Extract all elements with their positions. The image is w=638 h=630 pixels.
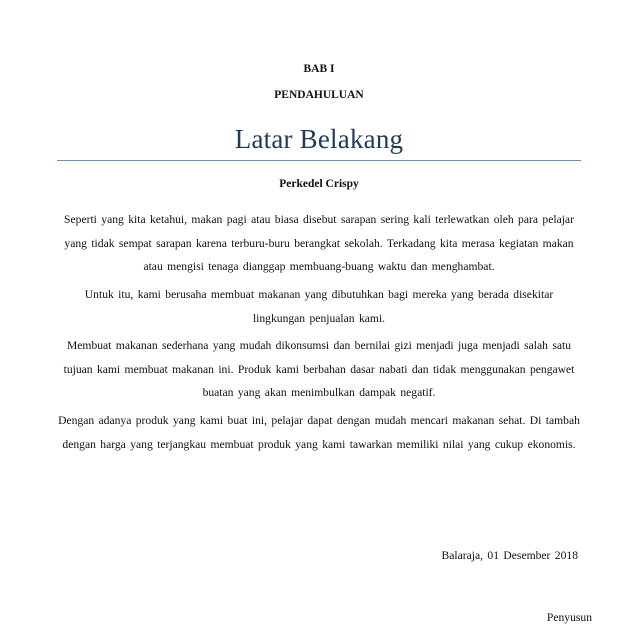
chapter-number: BAB I — [303, 63, 335, 75]
place-date: Balaraja, 01 Desember 2018 — [441, 549, 578, 562]
section-heading: Latar Belakang — [234, 124, 404, 154]
body-paragraph: Untuk itu, kami berusaha membuat makanan yang dibutuhkan bagi mereka yang berada disekitar lingkungan penjualan kami. — [84, 288, 554, 325]
author-signature: Penyusun — [546, 611, 592, 624]
chapter-title: PENDAHULUAN — [274, 89, 364, 101]
body-paragraph: Membuat makanan sederhana yang mudah dikonsumsi dan bernilai gizi menjadi juga menjadi salah satu tujuan kami membuat makanan ini. Produk kami berbahan dasar nabati dan tidak menggunakan pengawet buatan yang akan menimbulkan dampak negatif. — [63, 339, 575, 399]
heading-divider — [57, 160, 581, 161]
subheading: Perkedel Crispy — [279, 178, 359, 190]
body-paragraph: Dengan adanya produk yang kami buat ini, pelajar dapat dengan mudah mencari makanan sehat. Di tambah dengan harga yang terjangkau membuat produk yang kami tawarkan memiliki nilai yang cukup ekonomis. — [58, 414, 580, 451]
body-paragraph: Seperti yang kita ketahui, makan pagi atau biasa disebut sarapan sering kali terlewatkan oleh para pelajar yang tidak sempat sarapan karena terburu-buru berangkat sekolah. Terkadang kita merasa kegiatan makan atau mengisi tenaga dianggap membuang-buang waktu dan menghambat. — [64, 213, 574, 273]
